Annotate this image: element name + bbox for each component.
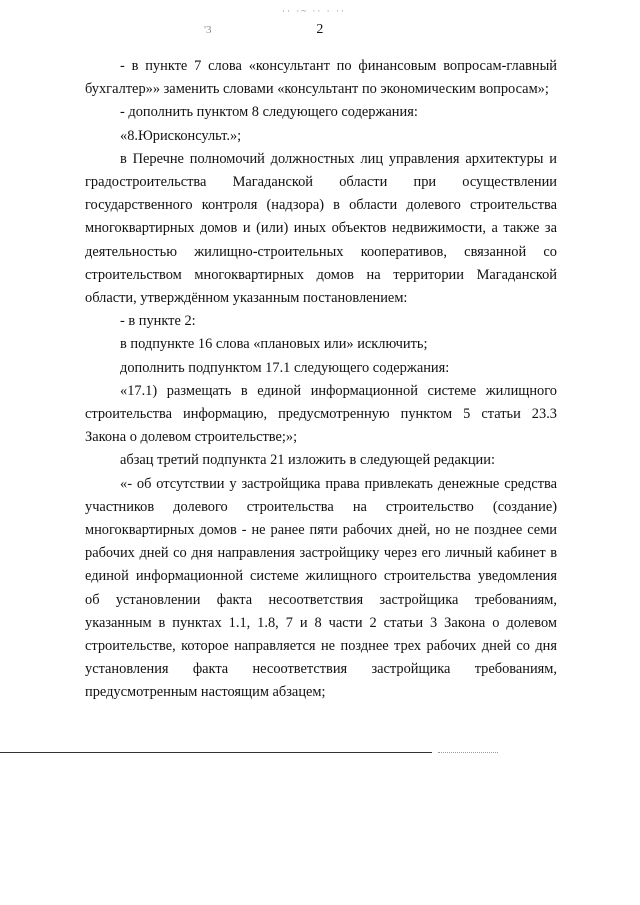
paragraph-item-8-text: «8.Юрисконсульт.»; — [120, 127, 242, 144]
paragraph-point-2: - в пункте 2: — [120, 313, 196, 330]
scan-mark-small: '3 — [204, 24, 212, 36]
paragraph-subpoint-16: в подпункте 16 слова «плановых или» исключить; — [120, 336, 428, 353]
paragraph-subpoint-21-text: «- об отсутствии у застройщика права привлекать денежные средства участников долевого строительства на строительство (создание) многоквартирных домов - не ранее пяти рабочих дней, но не позднее семи рабочих дней со дня направления застройщику через его личный кабинет в единой информационной системе жилищного строительства уведомления об установлении факта несоответствия застройщика требованиям, указанным в пунктах 1.1, 1.8, 7 и 8 части 2 статьи 3 Закона о долевом строительстве, которое направляется не позднее трех рабочих дней со дня установления факта несоответствия застройщика требованиям, предусмотренным настоящим абзацем; — [85, 475, 557, 701]
footer-rule — [0, 752, 432, 753]
document-body — [85, 55, 557, 705]
paragraph-add-subpoint-17-1: дополнить подпунктом 17.1 следующего содержания: — [120, 359, 450, 376]
paragraph-item-7-replace: - в пункте 7 слова «консультант по финансовым вопросам-главный бухгалтер»» заменить словами «консультант по экономическим вопросам»; — [85, 58, 557, 98]
footer-dotted-rule — [438, 752, 498, 753]
paragraph-subpoint-21-intro: абзац третий подпункта 21 изложить в следующей редакции: — [120, 452, 495, 469]
paragraph-list-of-powers: в Перечне полномочий должностных лиц управления архитектуры и градостроительства Магаданской области при осуществлении государственного контроля (надзора) в области долевого строительства многоквартирных домов и (или) иных объектов недвижимости, а также за деятельностью жилищно-строительных кооперативов, связанной со строительством многоквартирных домов на территории Магаданской области, утверждённом указанным постановлением: — [85, 150, 557, 307]
scan-mark: ·· ·~ ·· · ·· — [282, 6, 346, 16]
page-number: 2 — [316, 22, 324, 37]
paragraph-subpoint-17-1-text: «17.1) размещать в единой информационной системе жилищного строительства информацию, предусмотренную пунктом 5 статьи 23.3 Закона о долевом строительстве;»; — [85, 382, 557, 446]
paragraph-add-item-8: - дополнить пунктом 8 следующего содержания: — [120, 104, 418, 121]
